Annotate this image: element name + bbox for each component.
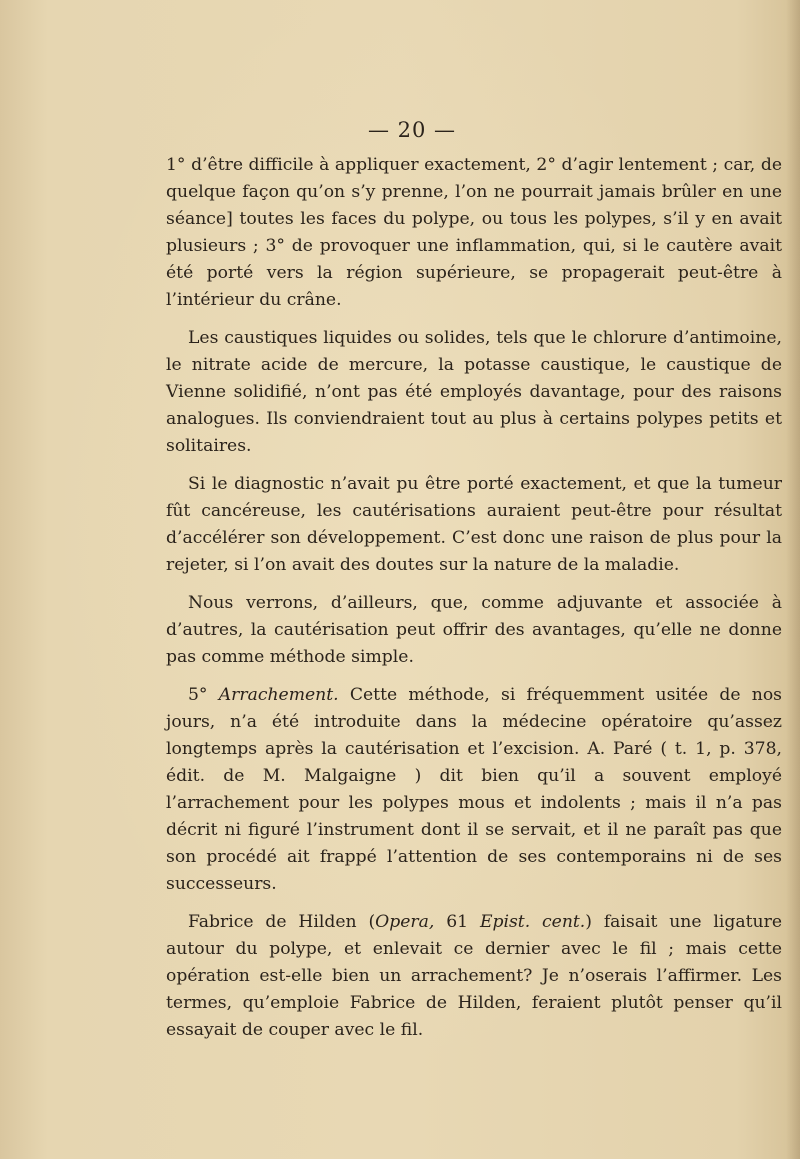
- section-heading: Arrachement.: [218, 685, 339, 705]
- paragraph-4: Nous verrons, d’ailleurs, que, comme adjuvante et associée à d’autres, la cautérisation peut offrir des avantages, qu’elle ne donne pas comme méthode simple.: [166, 593, 782, 667]
- citation-opera: Opera,: [375, 912, 435, 932]
- paragraph-6: [166, 909, 782, 1044]
- page-number: — 20 —: [367, 118, 457, 142]
- paragraph-1: 1° d’être difficile à appliquer exactement, 2° d’agir lentement ; car, de quelque façon qu’on s’y prenne, l’on ne pourrait jamais brûler en une séance] toutes les faces du polype, ou tous les polypes, s’il y en avait plusieurs ; 3° de provoquer une inflammation, qui, si le cautère avait été porté vers la région supérieure, se propagerait peut-être à l’intérieur du crâne.: [166, 155, 782, 310]
- paragraph-2: Les caustiques liquides ou solides, tels que le chlorure d’antimoine, le nitrate acide de mercure, la potasse caustique, le caustique de Vienne solidifié, n’ont pas été employés davantage, pour des raisons analogues. Ils conviendraient tout au plus à certains polypes petits et solitaires.: [166, 328, 782, 456]
- paragraph-3: Si le diagnostic n’avait pu être porté exactement, et que la tumeur fût cancéreuse, les cautérisations auraient peut-être pour résultat d’accélérer son développement. C’est donc une raison de plus pour la rejeter, si l’on avait des doutes sur la nature de la maladie.: [166, 474, 782, 575]
- paragraph-6-text: ) faisait une ligature autour du polype, et enlevait ce dernier avec le fil ; mais cette opération est-elle bien un arrachement? Je n’oserais l’affirmer. Les termes, qu’emploie Fabrice de Hilden, feraient plutôt penser qu’il essayait de couper avec le fil.: [166, 912, 783, 1040]
- body-text: [166, 152, 782, 1055]
- citation-epist: Epist. cent.: [479, 912, 586, 932]
- paragraph-5-arrachement: [166, 682, 782, 898]
- page-edge-shadow: [786, 0, 800, 1159]
- paragraph-5-text: Cette méthode, si fréquemment usitée de nos jours, n’a été introduite dans la médecine opératoire qu’assez longtemps après la cautérisation et l’excision. A. Paré ( t. 1, p. 378, édit. de M. Malgaigne ) dit bien qu’il a souvent employé l’arrachement pour les polypes mous et indolents ; mais il n’a pas décrit ni figuré l’instrument dont il se servait, et il ne paraît pas que son procédé ait frappé l’attention de ses contemporains ni de ses successeurs.: [166, 685, 782, 894]
- citation-number: 61: [434, 912, 480, 932]
- paragraph-6-prefix: Fabrice de Hilden (: [188, 912, 376, 932]
- section-number: 5°: [188, 685, 219, 705]
